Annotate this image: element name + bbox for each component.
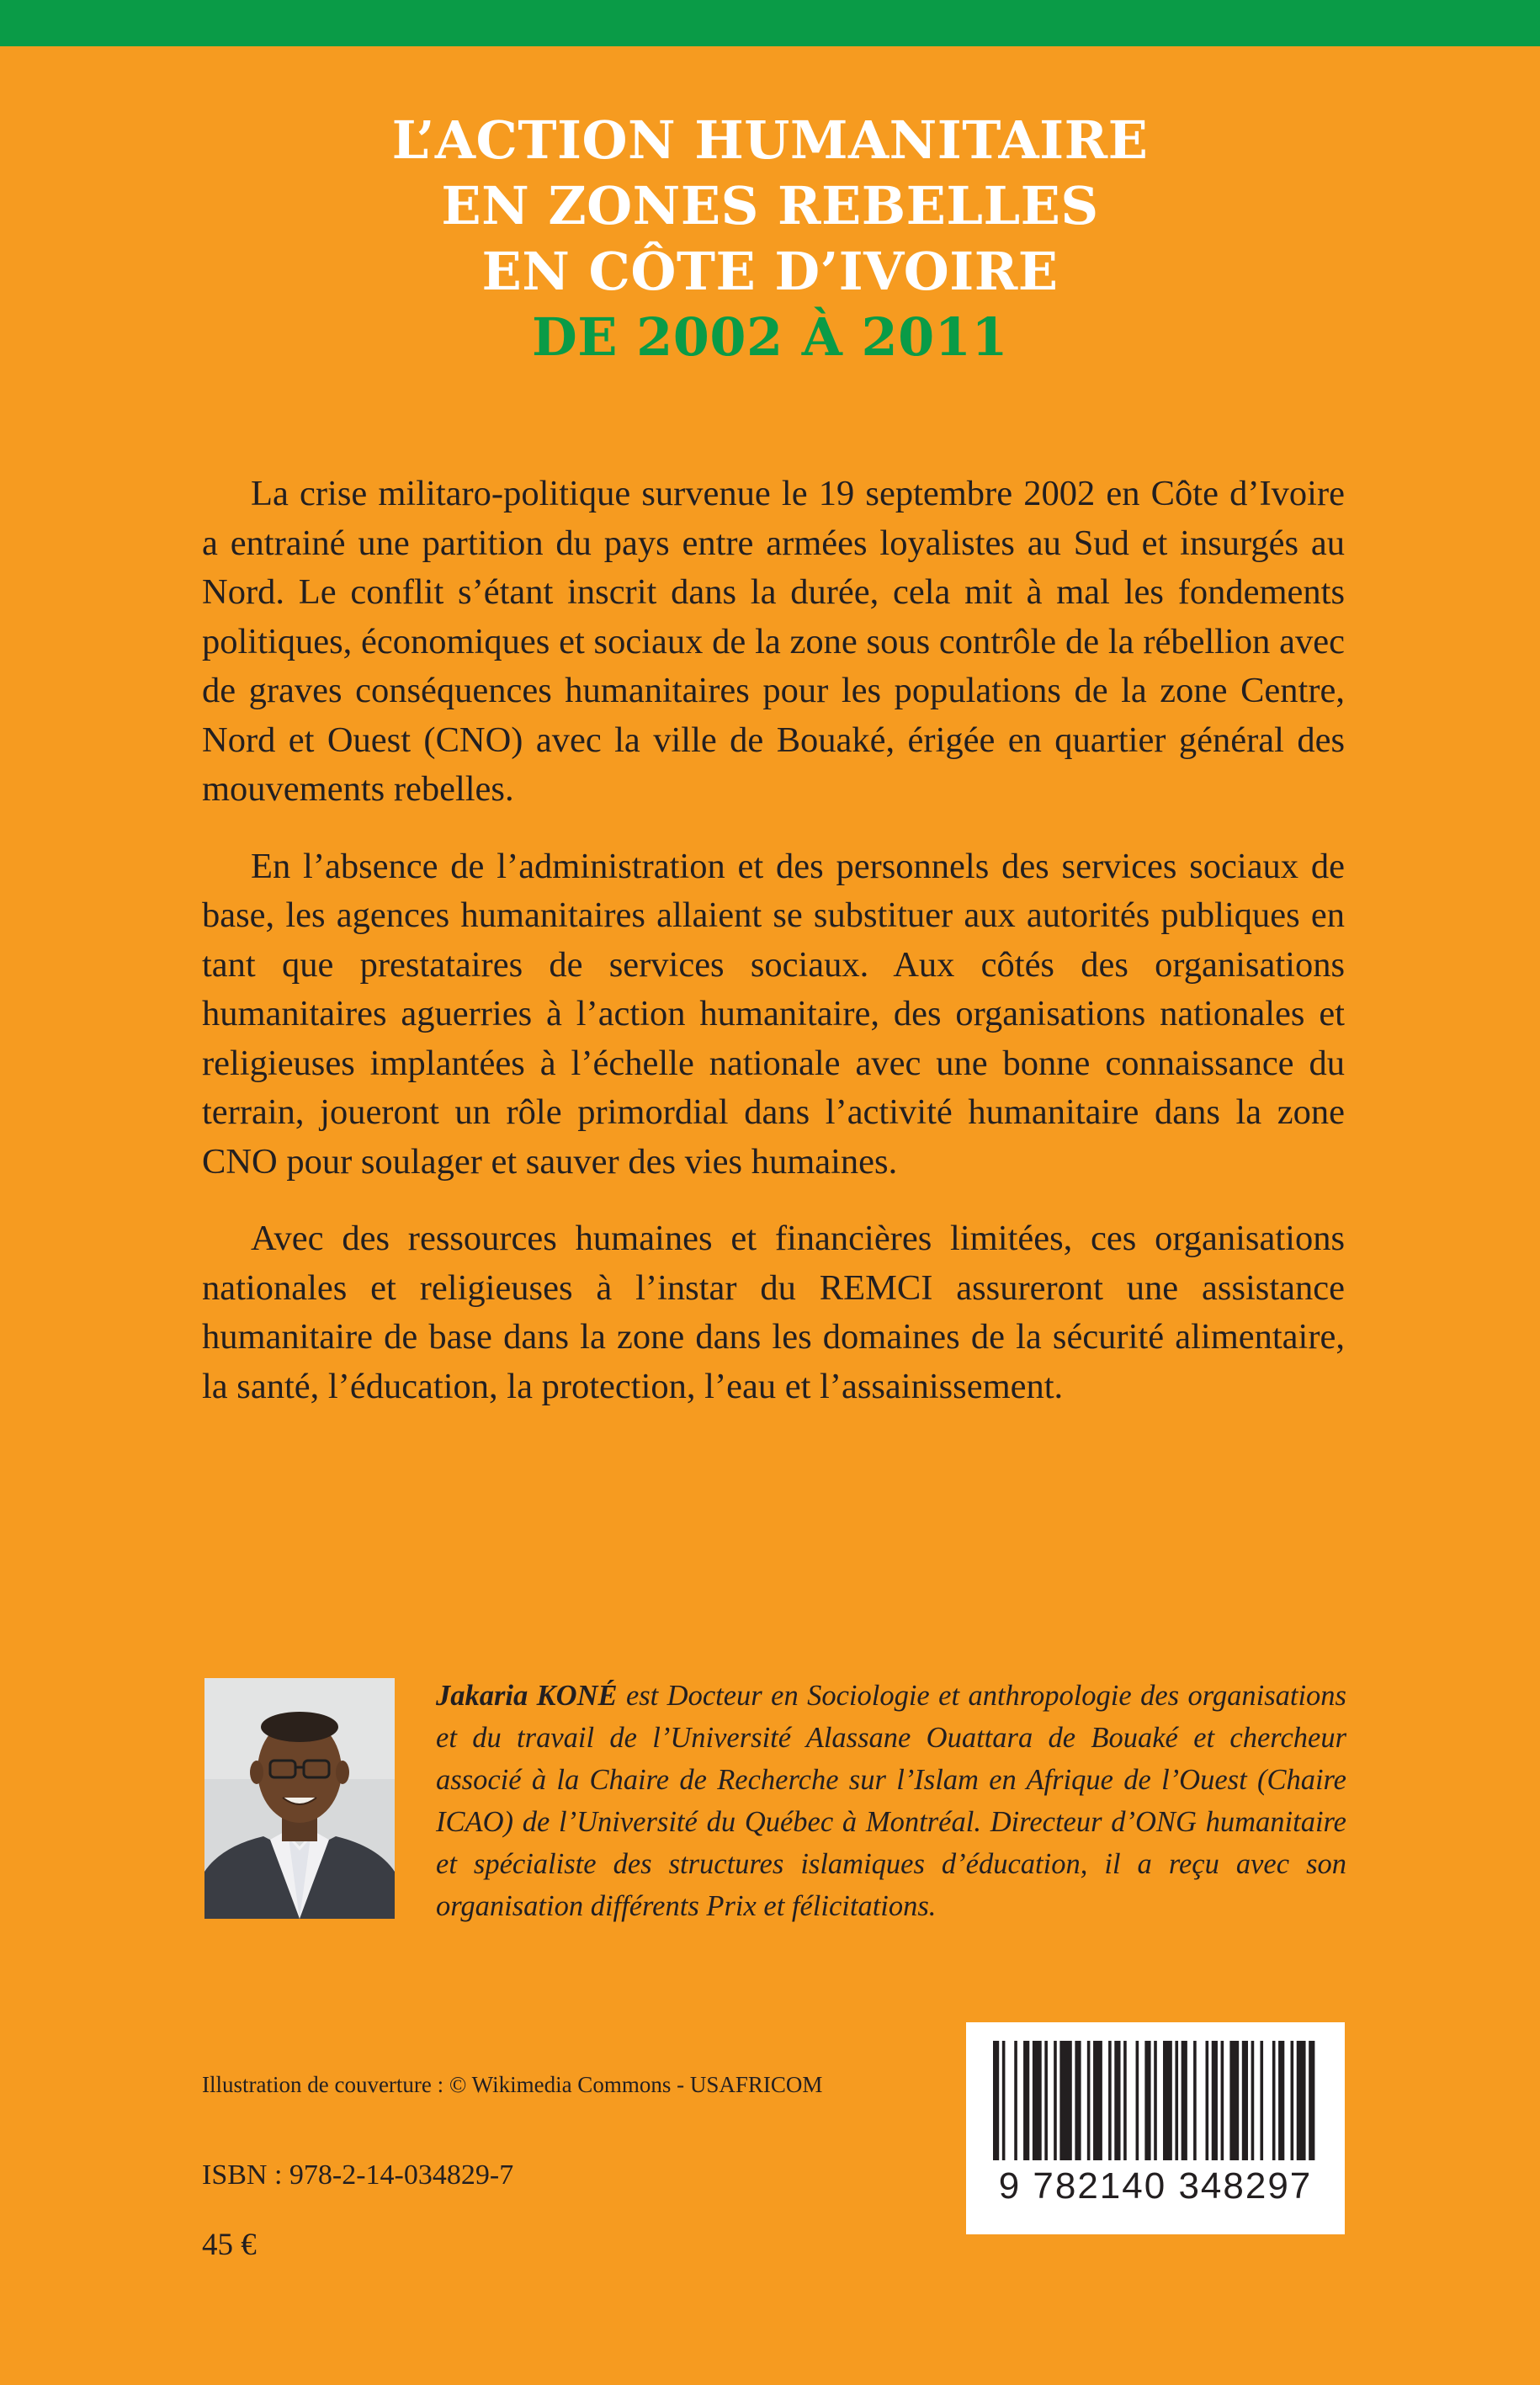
summary-paragraph-2: En l’absence de l’administration et des personnels des services sociaux de base, les agences humanitaires allaient se substituer aux autorités publiques en tant que prestataires de services sociaux. Aux côtés des organisations humanitaires aguerries à l’action humanitaire, des organisations nationales et religieuses implantées à l’échelle nationale avec une bonne connaissance du terrain, joueront un rôle primordial dans l’activité humanitaire dans la zone CNO pour soulager et sauver des vies humaines. (202, 846, 1345, 1182)
price-text: 45 € (202, 2228, 257, 2262)
summary-paragraph-1: La crise militaro-politique survenue le 19 septembre 2002 en Côte d’Ivoire a entrainé une partition du pays entre armées loyalistes au Sud et insurgés au Nord. Le conflit s’étant inscrit dans la durée, cela mit à mal les fondements politiques, économiques et sociaux de la zone sous contrôle de la rébellion avec de graves conséquences humanitaires pour les populations de la zone Centre, Nord et Ouest (CNO) avec la ville de Bouaké, érigée en quartier général des mouvements rebelles. (202, 474, 1345, 809)
summary-text (202, 470, 1345, 1439)
barcode-bar (1260, 2041, 1263, 2160)
barcode-bar (1144, 2041, 1150, 2160)
barcode-bars (966, 2022, 1345, 2165)
barcode-bar (1054, 2041, 1057, 2160)
barcode-bar (1182, 2041, 1187, 2160)
barcode (966, 2022, 1345, 2234)
barcode-bar (1229, 2041, 1239, 2160)
title-line-1: L’ACTION HUMANITAIRE (391, 109, 1149, 171)
barcode-bar (1272, 2041, 1276, 2160)
barcode-bar (1309, 2041, 1314, 2160)
barcode-bar (1297, 2041, 1306, 2160)
barcode-bar (1114, 2041, 1120, 2160)
book-title (0, 108, 1540, 370)
barcode-bar (1154, 2041, 1157, 2160)
barcode-bar (1044, 2041, 1048, 2160)
barcode-bar (1221, 2041, 1224, 2160)
barcode-digits: 9 782140 348297 (998, 2165, 1313, 2207)
author-name: Jakaria KONÉ (436, 1680, 618, 1712)
barcode-bar (1193, 2041, 1197, 2160)
barcode-bar (1093, 2041, 1102, 2160)
barcode-bar (1014, 2041, 1017, 2160)
barcode-bar (1033, 2041, 1042, 2160)
barcode-bar (1291, 2041, 1294, 2160)
cover-illustration-credit: Illustration de couverture : © Wikimedia Commons - USAFRICOM (202, 2072, 823, 2097)
barcode-bar (1123, 2041, 1127, 2160)
author-bio-text: est Docteur en Sociologie et anthropologie des organisations et du travail de l’Université Alassane Ouattara de Bouaké et chercheur associé à la Chaire de Recherche sur l’Islam en Afrique de l’Ouest (Chaire ICAO) de l’Université du Québec à Montréal. Directeur d’ONG humanitaire et spécialiste des structures islamiques d’éducation, il a reçu avec son organisation différents Prix et félicitations. (436, 1680, 1346, 1922)
summary-paragraph-3: Avec des ressources humaines et financières limitées, ces organisations nationales et religieuses à l’instar du REMCI assureront une assistance humanitaire de base dans la zone dans les domaines de la sécurité alimentaire, la santé, l’éducation, la protection, l’eau et l’assainissement. (202, 1219, 1345, 1406)
author-portrait-illustration (204, 1678, 395, 1919)
barcode-bar (1175, 2041, 1178, 2160)
barcode-bar (1251, 2041, 1255, 2160)
barcode-bar (1108, 2041, 1112, 2160)
title-line-3: EN CÔTE D’IVOIRE (481, 241, 1059, 302)
barcode-bar (1212, 2041, 1218, 2160)
barcode-bar (1206, 2041, 1209, 2160)
title-subtitle-dates: DE 2002 À 2011 (532, 306, 1008, 368)
barcode-bar (1087, 2041, 1091, 2160)
title-line-2: EN ZONES REBELLES (441, 175, 1099, 236)
barcode-bar (1002, 2041, 1006, 2160)
author-bio (436, 1675, 1346, 1927)
barcode-bar (1163, 2041, 1172, 2160)
barcode-bar (1278, 2041, 1284, 2160)
barcode-bar (1059, 2041, 1071, 2160)
isbn-text: ISBN : 978-2-14-034829-7 (202, 2159, 514, 2191)
author-photo (204, 1678, 395, 1919)
barcode-bar (1242, 2041, 1248, 2160)
top-green-band (0, 0, 1540, 46)
barcode-bar (1136, 2041, 1139, 2160)
barcode-bar (1023, 2041, 1029, 2160)
barcode-bar (993, 2041, 999, 2160)
barcode-bar (1075, 2041, 1081, 2160)
